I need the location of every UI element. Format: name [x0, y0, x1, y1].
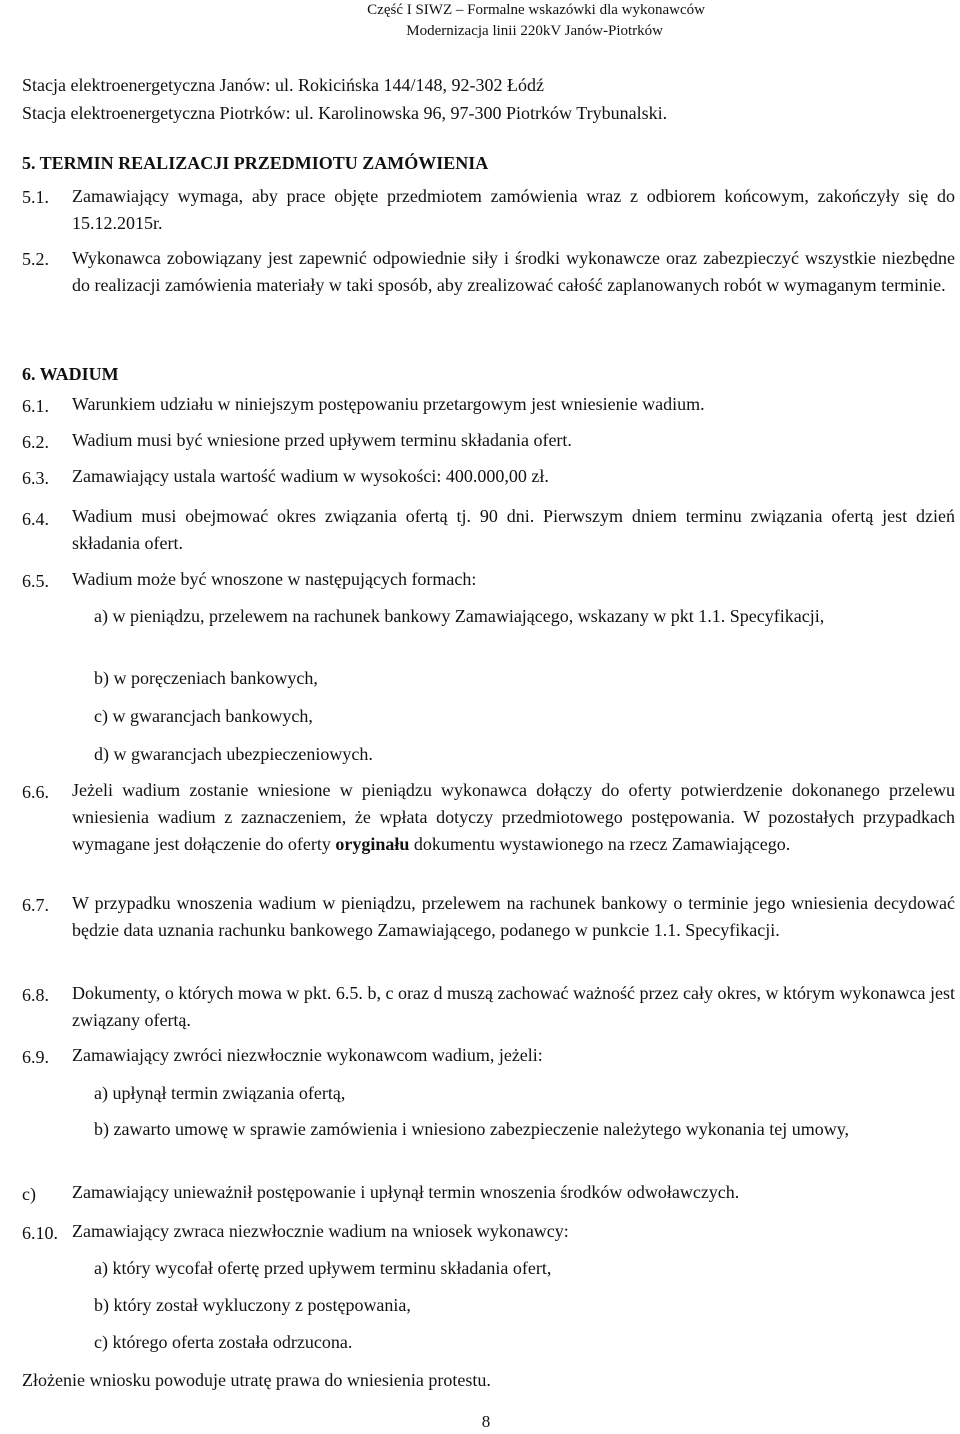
list-item: b) zawarto umowę w sprawie zamówienia i wniesiono zabezpieczenie należytego wykonania tej umowy, [94, 1119, 850, 1139]
paragraph-6-9-number: 6.9. [22, 1047, 49, 1067]
running-header-title: Część I SIWZ – Formalne wskazówki dla wykonawców [367, 2, 705, 18]
paragraph-6-1-number: 6.1. [22, 396, 49, 416]
paragraph-5-2-number: 5.2. [22, 249, 49, 269]
paragraph-5-1-text: Zamawiający wymaga, aby prace objęte przedmiotem zamówienia wraz z odbiorem końcowym, zakończyły się do 15.12.2015r. [72, 186, 955, 233]
closing-statement: Złożenie wniosku powoduje utratę prawa do wniesienia protestu. [22, 1370, 491, 1390]
paragraph-6-7-text: W przypadku wnoszenia wadium w pieniądzu, przelewem na rachunek bankowy o terminie jego wniesienia decydować będzie data uznania rachunku bankowego Zamawiającego, podanego w punkcie 1.1. Specyfikacji. [72, 893, 955, 940]
section-5-heading: 5. TERMIN REALIZACJI PRZEDMIOTU ZAMÓWIENIA [22, 153, 489, 173]
paragraph-6-6-text [72, 777, 955, 858]
list-item: a) w pieniądzu, przelewem na rachunek bankowy Zamawiającego, wskazany w pkt 1.1. Specyfikacji, [94, 606, 825, 626]
list-item: a) upłynął termin związania ofertą, [94, 1083, 346, 1103]
paragraph-6-10-number: 6.10. [22, 1223, 58, 1243]
list-item-c-text: Zamawiający unieważnił postępowanie i upłynął termin wnoszenia środków odwoławczych. [72, 1182, 740, 1202]
paragraph-6-4-number: 6.4. [22, 509, 49, 529]
address-line-piotrkow: Stacja elektroenergetyczna Piotrków: ul. Karolinowska 96, 97-300 Piotrków Trybunalski. [22, 103, 668, 123]
paragraph-6-4-text: Wadium musi obejmować okres związania ofertą tj. 90 dni. Pierwszym dniem terminu związania ofertą jest dzień składania ofert. [72, 506, 955, 553]
running-header-subtitle: Modernizacja linii 220kV Janów-Piotrków [406, 23, 663, 39]
paragraph-6-3-number: 6.3. [22, 468, 49, 488]
paragraph-6-1-text: Warunkiem udziału w niniejszym postępowaniu przetargowym jest wniesienie wadium. [72, 394, 705, 414]
page-number: 8 [481, 1412, 491, 1431]
paragraph-6-6-text-a: Jeżeli wadium zostanie wniesione w pieniądzu wykonawca dołączy do oferty potwierdzenie dokonanego przelewu wniesienia wadium z zaznaczeniem, że wpłata dotyczy przedmiotowego postępowania. W pozostałych przypadkach wymagane jest dołączenie do oferty [72, 780, 955, 854]
list-item: c) w gwarancjach bankowych, [94, 706, 313, 726]
paragraph-6-5-text: Wadium może być wnoszone w następujących formach: [72, 569, 477, 589]
list-item: b) w poręczeniach bankowych, [94, 668, 318, 688]
list-item: a) który wycofał ofertę przed upływem terminu składania ofert, [94, 1258, 552, 1278]
list-item: c) którego oferta została odrzucona. [94, 1332, 353, 1352]
paragraph-6-5-number: 6.5. [22, 571, 49, 591]
section-6-heading: 6. WADIUM [22, 364, 119, 384]
paragraph-6-9-text: Zamawiający zwróci niezwłocznie wykonawcom wadium, jeżeli: [72, 1045, 543, 1065]
address-line-janow: Stacja elektroenergetyczna Janów: ul. Rokicińska 144/148, 92-302 Łódź [22, 75, 545, 95]
paragraph-6-2-number: 6.2. [22, 432, 49, 452]
list-item: d) w gwarancjach ubezpieczeniowych. [94, 744, 373, 764]
bold-original-word: oryginału [335, 834, 410, 854]
paragraph-6-8-number: 6.8. [22, 985, 49, 1005]
paragraph-6-3-text: Zamawiający ustala wartość wadium w wysokości: 400.000,00 zł. [72, 466, 549, 486]
paragraph-6-6-number: 6.6. [22, 782, 49, 802]
paragraph-6-6-text-b: dokumentu wystawionego na rzecz Zamawiającego. [409, 834, 791, 854]
paragraph-6-2-text: Wadium musi być wniesione przed upływem terminu składania ofert. [72, 430, 572, 450]
list-item: b) który został wykluczony z postępowania, [94, 1295, 411, 1315]
list-item-c-letter: c) [22, 1184, 36, 1204]
paragraph-5-2-text: Wykonawca zobowiązany jest zapewnić odpowiednie siły i środki wykonawcze oraz zabezpieczyć wszystkie niezbędne do realizacji zamówienia materiały w taki sposób, aby zrealizować całość zaplanowanych robót w wymaganym terminie. [72, 248, 955, 295]
paragraph-6-7-number: 6.7. [22, 895, 49, 915]
paragraph-5-1-number: 5.1. [22, 187, 49, 207]
paragraph-6-10-text: Zamawiający zwraca niezwłocznie wadium na wniosek wykonawcy: [72, 1221, 569, 1241]
paragraph-6-8-text: Dokumenty, o których mowa w pkt. 6.5. b, c oraz d muszą zachować ważność przez cały okres, w którym wykonawca jest związany ofertą. [72, 983, 955, 1030]
